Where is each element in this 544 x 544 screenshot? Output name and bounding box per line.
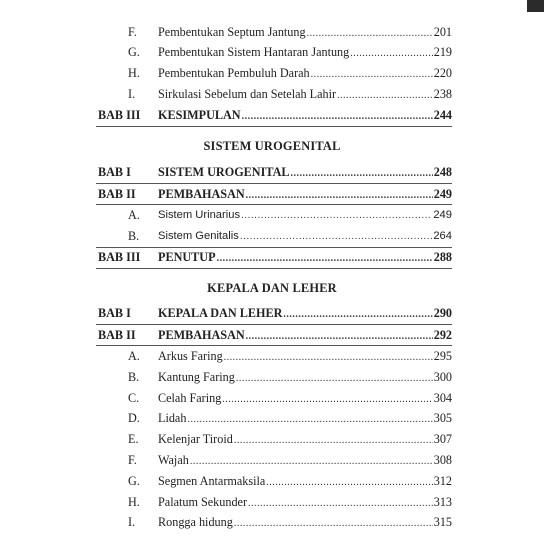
toc-kep-item-d[interactable]	[0, 408, 544, 428]
bab-title: KESIMPULAN	[158, 108, 241, 122]
item-page: 315	[433, 515, 452, 529]
item-label: H.	[128, 495, 140, 509]
item-title: Sistem Urinarius	[158, 209, 241, 221]
item-title: Lidah	[158, 411, 187, 425]
item-page: 238	[433, 87, 452, 101]
bab-page: 248	[433, 165, 452, 179]
toc-kep-item-g[interactable]	[0, 471, 544, 491]
bab-label: BAB I	[98, 306, 131, 320]
toc-kep-item-i[interactable]	[0, 512, 544, 532]
bab-label: BAB III	[98, 250, 141, 264]
bab-title: PEMBAHASAN	[158, 328, 245, 342]
bab-title: KEPALA DAN LEHER	[158, 306, 283, 320]
item-page: 308	[433, 453, 452, 467]
leader-dots	[307, 24, 433, 44]
leader-dots	[224, 348, 433, 368]
toc-item-h[interactable]	[0, 63, 544, 83]
item-label: A.	[128, 208, 140, 222]
leader-dots	[350, 44, 432, 64]
item-label: B.	[128, 370, 140, 384]
item-label: D.	[128, 411, 140, 425]
item-label: G.	[128, 474, 140, 488]
item-page: 219	[433, 45, 452, 59]
bab-page: 288	[433, 250, 452, 264]
divider	[96, 126, 452, 127]
bab-page: 244	[433, 108, 452, 122]
toc-kep-item-a[interactable]	[0, 346, 544, 366]
toc-uro-bab3[interactable]	[0, 247, 544, 267]
item-page: 307	[433, 432, 452, 446]
leader-dots	[337, 86, 433, 106]
toc-kep-bab2[interactable]	[0, 325, 544, 345]
item-label: E.	[128, 432, 139, 446]
leader-dots	[266, 473, 432, 493]
item-title: Kelenjar Tiroid	[158, 432, 233, 446]
item-page: 313	[433, 495, 452, 509]
leader-dots	[234, 431, 433, 451]
toc-bab3-kesimpulan[interactable]	[0, 105, 544, 125]
item-title: Segmen Antarmaksila	[158, 474, 266, 488]
leader-dots	[222, 390, 432, 410]
item-page: 249	[433, 209, 452, 221]
item-page: 300	[433, 370, 452, 384]
item-page: 264	[433, 230, 452, 242]
leader-dots	[241, 206, 432, 226]
item-page: 201	[433, 25, 452, 39]
toc-item-i[interactable]	[0, 84, 544, 104]
item-title: Celah Faring	[158, 391, 222, 405]
toc-kep-item-e[interactable]	[0, 429, 544, 449]
leader-dots	[242, 107, 433, 127]
item-page: 220	[433, 66, 452, 80]
leader-dots	[217, 249, 433, 269]
leader-dots	[236, 369, 433, 389]
bab-label: BAB II	[98, 187, 136, 201]
item-label: B.	[128, 229, 140, 243]
item-title: Palatum Sekunder	[158, 495, 248, 509]
leader-dots	[240, 227, 433, 247]
item-title: Arkus Faring	[158, 349, 223, 363]
item-title: Rongga hidung	[158, 515, 233, 529]
bab-label: BAB III	[98, 108, 141, 122]
item-label: C.	[128, 391, 140, 405]
leader-dots	[248, 494, 433, 514]
toc-kep-bab1[interactable]	[0, 303, 544, 323]
item-title: Sirkulasi Sebelum dan Setelah Lahir	[158, 87, 337, 101]
leader-dots	[187, 410, 432, 430]
item-label: I.	[128, 87, 136, 101]
item-title: Pembentukan Pembuluh Darah	[158, 66, 310, 80]
item-label: F.	[128, 25, 137, 39]
item-title: Pembentukan Sistem Hantaran Jantung	[158, 45, 350, 59]
item-title: Pembentukan Septum Jantung	[158, 25, 306, 39]
item-page: 295	[433, 349, 452, 363]
leader-dots	[234, 514, 433, 534]
bab-page: 249	[433, 187, 452, 201]
toc-uro-item-b[interactable]	[0, 226, 544, 246]
toc-kep-item-h[interactable]	[0, 492, 544, 512]
item-title: Kantung Faring	[158, 370, 235, 384]
toc-item-f[interactable]	[0, 22, 544, 42]
item-page: 312	[433, 474, 452, 488]
section-heading-urogenital: SISTEM UROGENITAL	[203, 139, 341, 153]
leader-dots	[246, 327, 433, 347]
leader-dots	[311, 65, 433, 85]
bab-title: SISTEM UROGENITAL	[158, 165, 290, 179]
toc-kep-item-c[interactable]	[0, 388, 544, 408]
item-label: H.	[128, 66, 140, 80]
leader-dots	[190, 452, 433, 472]
item-label: G.	[128, 45, 140, 59]
bab-label: BAB I	[98, 165, 131, 179]
toc-uro-bab2[interactable]	[0, 184, 544, 204]
item-label: F.	[128, 453, 137, 467]
item-page: 305	[433, 411, 452, 425]
leader-dots	[246, 186, 433, 206]
divider	[96, 268, 452, 269]
toc-uro-bab1[interactable]	[0, 162, 544, 182]
item-label: I.	[128, 515, 136, 529]
toc-kep-item-b[interactable]	[0, 367, 544, 387]
toc-uro-item-a[interactable]	[0, 205, 544, 225]
bab-page: 292	[433, 328, 452, 342]
item-label: A.	[128, 349, 140, 363]
item-page: 304	[433, 391, 452, 405]
toc-item-g[interactable]	[0, 42, 544, 62]
item-title: Wajah	[158, 453, 189, 467]
leader-dots	[283, 305, 432, 325]
section-heading-kepala: KEPALA DAN LEHER	[207, 281, 337, 295]
leader-dots	[291, 164, 433, 184]
toc-kep-item-f[interactable]	[0, 450, 544, 470]
bab-title: PEMBAHASAN	[158, 187, 245, 201]
bab-label: BAB II	[98, 328, 136, 342]
bab-title: PENUTUP	[158, 250, 216, 264]
bab-page: 290	[433, 306, 452, 320]
item-title: Sistem Genitalis	[158, 230, 239, 242]
